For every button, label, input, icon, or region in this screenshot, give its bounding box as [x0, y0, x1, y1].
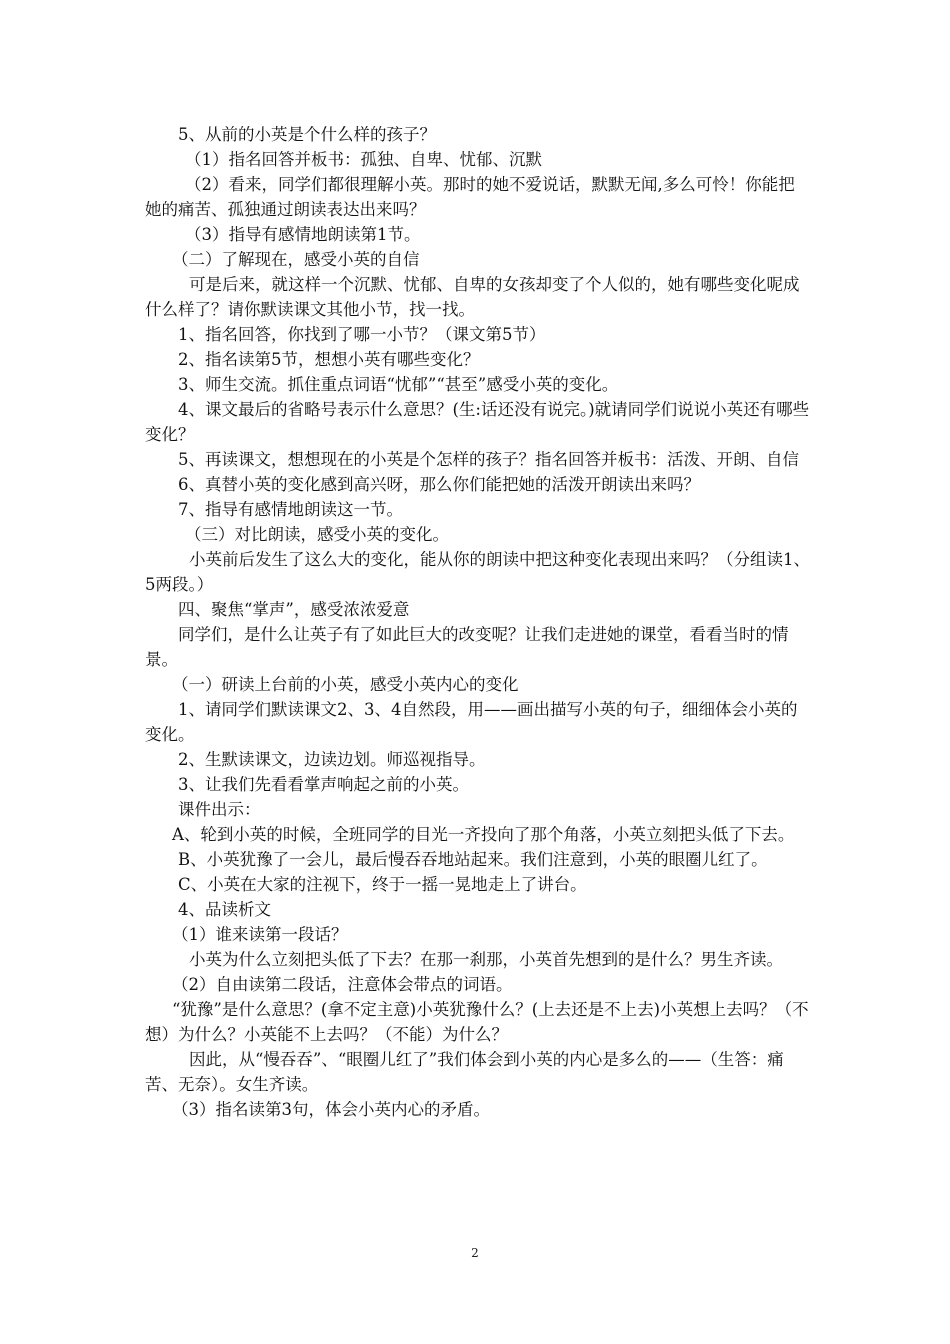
- paragraph: 2、指名读第5节，想想小英有哪些变化？: [178, 350, 480, 369]
- paragraph: （1）谁来读第一段话？: [172, 925, 348, 944]
- paragraph: 因此，从“慢吞吞”、“眼圈儿红了”我们体会到小英的内心是多么的——（生答：痛苦、无奈）。女生齐读。: [145, 1050, 784, 1094]
- paragraph: C、小英在大家的注视下，终于一摇一晃地走上了讲台。: [178, 875, 587, 894]
- paragraph: （2）自由读第二段话，注意体会带点的词语。: [172, 975, 513, 994]
- paragraph: 7、指导有感情地朗读这一节。: [178, 500, 403, 519]
- paragraph: 2、生默读课文，边读边划。师巡视指导。: [178, 750, 486, 769]
- paragraph: （3）指导有感情地朗读第1节。: [185, 225, 421, 244]
- paragraph: （2）看来，同学们都很理解小英。那时的她不爱说话，默默无闻,多么可怜！你能把她的痛苦、孤独通过朗读表达出来吗？: [145, 175, 795, 219]
- paragraph: 3、师生交流。抓住重点词语“忧郁”“甚至”感受小英的变化。: [178, 375, 619, 394]
- paragraph: 6、真替小英的变化感到高兴呀，那么你们能把她的活泼开朗读出来吗？: [178, 475, 700, 494]
- paragraph: 小英为什么立刻把头低了下去？在那一刹那，小英首先想到的是什么？男生齐读。: [189, 950, 783, 969]
- paragraph: 4、品读析文: [178, 900, 271, 919]
- page-number: 2: [471, 1246, 479, 1260]
- section-heading: （一）研读上台前的小英，感受小英内心的变化: [172, 675, 519, 694]
- paragraph: （3）指名读第3句，体会小英内心的矛盾。: [172, 1100, 490, 1119]
- paragraph: 5、从前的小英是个什么样的孩子？: [178, 125, 436, 144]
- paragraph: 1、请同学们默读课文2、3、4自然段，用——画出描写小英的句子，细细体会小英的变化。: [145, 700, 798, 744]
- section-heading: （三）对比朗读，感受小英的变化。: [185, 525, 449, 544]
- paragraph: 3、让我们先看看掌声响起之前的小英。: [178, 775, 469, 794]
- paragraph: 可是后来，就这样一个沉默、忧郁、自卑的女孩却变了个人似的，她有哪些变化呢成什么样了？请你默读课文其他小节，找一找。: [145, 275, 800, 319]
- section-heading: （二）了解现在，感受小英的自信: [172, 250, 420, 269]
- paragraph: 同学们，是什么让英子有了如此巨大的改变呢？让我们走进她的课堂，看看当时的情景。: [145, 625, 789, 669]
- paragraph: “犹豫”是什么意思？(拿不定主意)小英犹豫什么？(上去还是不上去)小英想上去吗？（不想）为什么？小英能不上去吗？（不能）为什么？: [145, 1000, 809, 1044]
- paragraph: 5、再读课文，想想现在的小英是个怎样的孩子？指名回答并板书：活泼、开朗、自信: [178, 450, 799, 469]
- paragraph: 4、课文最后的省略号表示什么意思？(生:话还没有说完。)就请同学们说说小英还有哪些变化？: [145, 400, 810, 444]
- paragraph: 课件出示：: [178, 800, 261, 819]
- paragraph: A、轮到小英的时候，全班同学的目光一齐投向了那个角落，小英立刻把头低了下去。: [172, 825, 795, 844]
- paragraph: B、小英犹豫了一会儿，最后慢吞吞地站起来。我们注意到，小英的眼圈儿红了。: [178, 850, 768, 869]
- paragraph: （1）指名回答并板书：孤独、自卑、忧郁、沉默: [185, 150, 542, 169]
- section-heading: 四、聚焦“掌声”，感受浓浓爱意: [178, 600, 410, 619]
- paragraph: 1、指名回答，你找到了哪一小节？（课文第5节）: [178, 325, 546, 344]
- paragraph: 小英前后发生了这么大的变化，能从你的朗读中把这种变化表现出来吗？（分组读1、5两段。）: [145, 550, 810, 594]
- body-text: [145, 122, 810, 1122]
